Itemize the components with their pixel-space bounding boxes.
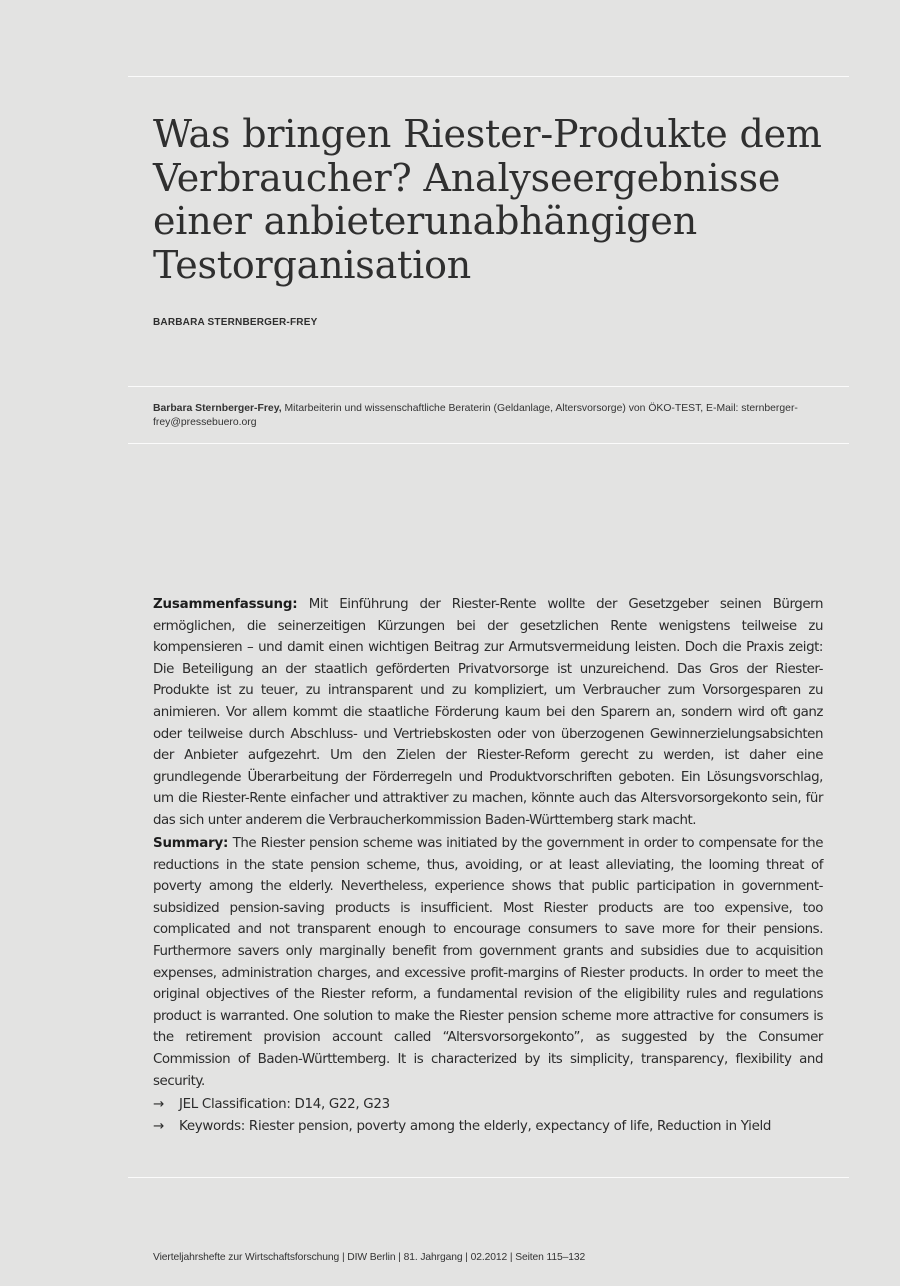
affiliation-text: Mitarbeiterin und wissenschaftliche Beraterin (Geldanlage, Altersvorsorge) von ÖKO-TEST, E-Mail: sternberger-frey@pressebuero.org bbox=[153, 403, 798, 428]
keywords-text: Keywords: Riester pension, poverty among the elderly, expectancy of life, Reduction in Yield bbox=[179, 1119, 772, 1134]
abstract-german-text: Mit Einführung der Riester-Rente wollte der Gesetzgeber seinen Bürgern ermöglichen, die seinerzeitigen Kürzungen bei der gesetzlichen Rente wenigstens teilweise zu kompensieren – und damit einen wichtigen Beitrag zur Armutsvermeidung leisten. Doch die Praxis zeigt: Die Beteiligung an der staatlich geförderten Privatvorsorge ist unzureichend. Das Gros der Riester-Produkte ist zu teuer, zu intransparent und zu kompliziert, um Verbraucher zum Vorsorgesparen zu animieren. Vor allem kommt die staatliche Förderung kaum bei den Sparern an, sondern wird oft ganz oder teilweise durch Abschluss- und Vertriebskosten oder von überzogenen Gewinnerzielungsabsichten der Anbieter aufgezehrt. Um den Zielen der Riester-Reform gerecht zu werden, ist daher eine grundlegende Überarbeitung der Förderregeln und Produktvorschriften geboten. Ein Lösungsvorschlag, um die Riester-Rente einfacher und attraktiver zu machen, könnte auch das Altersvorsorgekonto sein, für das sich unter anderem die Verbraucherkommission Baden-Württemberg stark macht. bbox=[153, 597, 823, 828]
affiliation-top-rule bbox=[128, 386, 849, 387]
bottom-rule bbox=[128, 1177, 849, 1178]
author-affiliation bbox=[153, 402, 843, 430]
arrow-right-icon: → bbox=[153, 1119, 164, 1134]
abstract-english-label: Summary: bbox=[153, 836, 229, 851]
jel-text: JEL Classification: D14, G22, G23 bbox=[179, 1097, 390, 1112]
arrow-right-icon: → bbox=[153, 1097, 164, 1112]
abstract-german bbox=[153, 594, 823, 832]
abstract-german-label: Zusammenfassung: bbox=[153, 597, 298, 612]
affiliation-bottom-rule bbox=[128, 443, 849, 444]
abstract-english bbox=[153, 833, 823, 1092]
jel-classification bbox=[153, 1094, 771, 1116]
affiliation-name: Barbara Sternberger-Frey, bbox=[153, 403, 282, 414]
journal-footer: Vierteljahrshefte zur Wirtschaftsforschung | DIW Berlin | 81. Jahrgang | 02.2012 | Seiten 115–132 bbox=[153, 1252, 586, 1263]
classification-list bbox=[153, 1094, 771, 1138]
abstract-english-text: The Riester pension scheme was initiated by the government in order to compensate for the reductions in the state pension scheme, thus, avoiding, or at least alleviating, the looming threat of poverty among the elderly. Nevertheless, experience shows that public participation in government-subsidized pension-saving products is insufficient. Most Riester products are too expensive, too complicated and not transparent enough to encourage consumers to save more for their pensions. Furthermore savers only marginally benefit from government grants and subsidies due to acquisition expenses, administration charges, and excessive profit-margins of Riester products. In order to meet the original objectives of the Riester reform, a fundamental revision of the eligibility rules and regulations product is warranted. One solution to make the Riester pension scheme more attractive for consumers is the retirement provision account called “Altersvorsorgekonto”, as suggested by the Consumer Commission of Baden-Württemberg. It is characterized by its simplicity, transparency, flexibility and security. bbox=[153, 836, 823, 1089]
keywords bbox=[153, 1116, 771, 1138]
top-rule bbox=[128, 76, 849, 77]
article-title: Was bringen Riester-Produkte dem Verbraucher? Analyseergebnisse einer anbieterunabhängigen Testorganisation bbox=[153, 112, 822, 287]
author-name: BARBARA STERNBERGER-FREY bbox=[153, 317, 318, 328]
